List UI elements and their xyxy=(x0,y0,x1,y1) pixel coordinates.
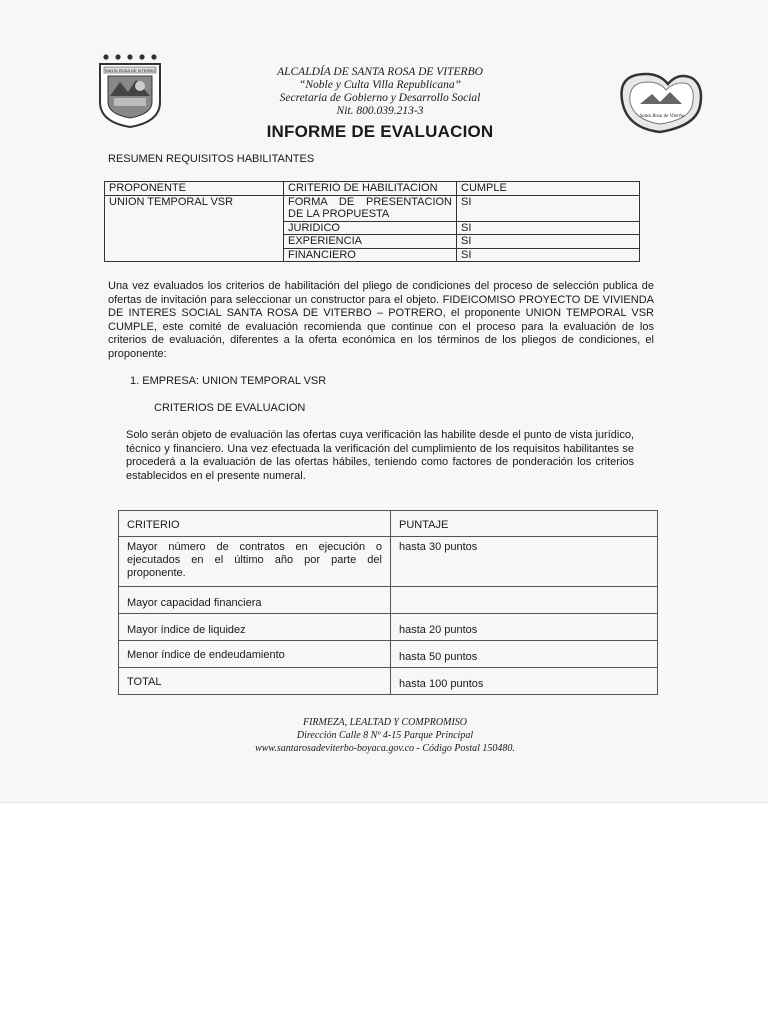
criterion-cell: Mayor índice de liquidez xyxy=(119,614,391,641)
proponent-cell: UNION TEMPORAL VSR xyxy=(105,195,284,262)
town-seal-logo xyxy=(616,70,704,134)
table-row xyxy=(119,537,658,587)
header-cell: CUMPLE xyxy=(457,182,640,196)
scoring-table xyxy=(118,510,658,695)
criterion-cell: Menor índice de endeudamiento xyxy=(119,641,391,668)
header-cell: PROPONENTE xyxy=(105,182,284,196)
municipal-crest-logo xyxy=(96,52,164,128)
score-cell xyxy=(391,587,658,614)
table-row xyxy=(119,614,658,641)
criteria-paragraph: Solo serán objeto de evaluación las ofertas cuya verificación las habilite desde el punto de vista jurídico, técnico y financiero. Una vez efectuada la verificación del cumplimiento de los requisitos habilitantes se procederá a la evaluación de las ofertas hábiles, teniendo como factores de ponderación los criterios establecidos en el presente numeral. xyxy=(126,429,634,482)
score-cell: hasta 100 puntos xyxy=(391,668,658,695)
header-cell: CRITERIO DE HABILITACION xyxy=(284,182,457,196)
summary-heading: RESUMEN REQUISITOS HABILITANTES xyxy=(108,153,315,165)
evaluation-paragraph: Una vez evaluados los criterios de habilitación del pliego de condiciones del proceso de selección publica de ofertas de invitación para seleccionar un constructor para el objeto. FIDEICOMISO PROYECTO DE VIVIENDA DE INTERES SOCIAL SANTA ROSA DE VITERBO – POTRERO, el proponente UNION TEMPORAL VSR CUMPLE, este comité de evaluación recomienda que continue con el proceso para la evaluación de los criterios de evaluación, diferentes a la oferta económica en los términos de los pliegos de condiciones, el proponente: xyxy=(108,280,654,360)
meets-cell: SI xyxy=(457,195,640,221)
criterion-cell: FINANCIERO xyxy=(284,248,457,262)
score-cell: hasta 20 puntos xyxy=(391,614,658,641)
company-list-item: 1. EMPRESA: UNION TEMPORAL VSR xyxy=(130,375,327,387)
letterhead-line-1: ALCALDÍA DE SANTA ROSA DE VITERBO xyxy=(277,66,483,78)
criterion-cell: EXPERIENCIA xyxy=(284,235,457,249)
requirements-table xyxy=(104,181,640,262)
page-footer xyxy=(200,716,570,755)
table-header-row xyxy=(105,182,640,196)
table-row xyxy=(119,641,658,668)
table-row xyxy=(119,668,658,695)
document-title: INFORME DE EVALUACION xyxy=(266,122,494,141)
letterhead-line-3: Secretaria de Gobierno y Desarrollo Social xyxy=(279,92,481,104)
letterhead xyxy=(200,66,560,118)
header-cell: CRITERIO xyxy=(119,511,391,537)
table-row xyxy=(105,195,640,221)
score-cell: hasta 30 puntos xyxy=(391,537,658,587)
meets-cell: SI xyxy=(457,221,640,235)
meets-cell: SI xyxy=(457,235,640,249)
score-cell: hasta 50 puntos xyxy=(391,641,658,668)
criterion-cell: FORMA DE PRESENTACION DE LA PROPUESTA xyxy=(284,195,457,221)
header-cell: PUNTAJE xyxy=(391,511,658,537)
criterion-cell: Mayor número de contratos en ejecución o ejecutados en el último año por parte del proponente. xyxy=(119,537,391,587)
letterhead-line-4: Nit. 800.039.213-3 xyxy=(336,105,424,117)
table-row xyxy=(119,587,658,614)
footer-motto: FIRMEZA, LEALTAD Y COMPROMISO xyxy=(302,717,468,728)
svg-text:SANTA ROSA DE VITERBO: SANTA ROSA DE VITERBO xyxy=(104,68,156,73)
footer-address: Dirección Calle 8 Nº 4-15 Parque Principal xyxy=(296,730,474,741)
criterion-cell: Mayor capacidad financiera xyxy=(119,587,391,614)
seal-text: Santa Rosa de Viterbo xyxy=(639,114,685,119)
meets-cell: SI xyxy=(457,248,640,262)
criteria-heading: CRITERIOS DE EVALUACION xyxy=(154,402,306,414)
footer-contact: www.santarosadeviterbo-boyaca.gov.co - Código Postal 150480. xyxy=(255,743,515,754)
letterhead-line-2: “Noble y Culta Villa Republicana” xyxy=(298,79,462,91)
table-header-row xyxy=(119,511,658,537)
criterion-cell: JURIDICO xyxy=(284,221,457,235)
criterion-cell: TOTAL xyxy=(119,668,391,695)
